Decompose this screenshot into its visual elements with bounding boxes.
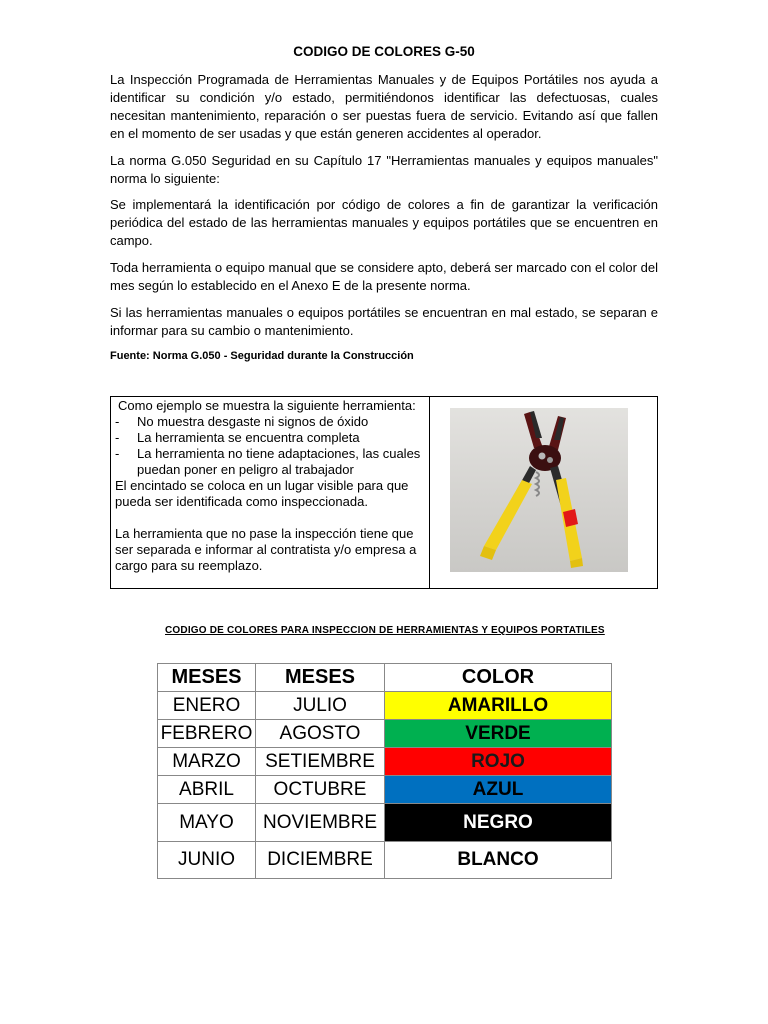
paragraph-apt-tools: Toda herramienta o equipo manual que se considere apto, deberá ser marcado con el color del mes según lo establecido en el Anexo E de la presente norma.	[110, 260, 658, 293]
color-cell-negro: NEGRO	[385, 804, 612, 842]
month-cell: AGOSTO	[256, 720, 385, 748]
tool-photo	[450, 408, 628, 572]
header-months-2: MESES	[256, 664, 385, 692]
header-color: COLOR	[385, 664, 612, 692]
month-cell: NOVIEMBRE	[256, 804, 385, 842]
paragraph-color-code: Se implementará la identificación por código de colores a fin de garantizar la verificación periódica del estado de las herramientas manuales y equipos portátiles que se encuentren en campo.	[110, 197, 658, 248]
month-cell: FEBRERO	[158, 720, 256, 748]
month-cell: ENERO	[158, 692, 256, 720]
month-cell: JUNIO	[158, 842, 256, 879]
source-note: Fuente: Norma G.050 - Seguridad durante la Construcción	[110, 350, 414, 362]
color-table-caption: CODIGO DE COLORES PARA INSPECCION DE HERRAMIENTAS Y EQUIPOS PORTATILES	[165, 625, 605, 636]
month-cell: OCTUBRE	[256, 776, 385, 804]
color-code-table	[157, 663, 612, 879]
paragraph-norma: La norma G.050 Seguridad en su Capítulo 17 "Herramientas manuales y equipos manuales" norma lo siguiente:	[110, 153, 658, 186]
month-cell: JULIO	[256, 692, 385, 720]
example-text-cell	[111, 397, 430, 588]
month-cell: MAYO	[158, 804, 256, 842]
color-cell-amarillo: AMARILLO	[385, 692, 612, 720]
table-row	[158, 842, 612, 879]
example-bullet: - La herramienta se encuentra completa	[115, 430, 425, 446]
color-cell-blanco: BLANCO	[385, 842, 612, 879]
table-row	[158, 776, 612, 804]
color-cell-azul: AZUL	[385, 776, 612, 804]
wire-stripper-illustration	[450, 408, 628, 572]
example-bullet-list	[115, 414, 425, 478]
header-months-1: MESES	[158, 664, 256, 692]
month-cell: MARZO	[158, 748, 256, 776]
color-cell-verde: VERDE	[385, 720, 612, 748]
table-header-row	[158, 664, 612, 692]
tape-note: El encintado se coloca en un lugar visible para que pueda ser identificada como inspeccionada.	[115, 478, 409, 509]
example-bullet: - No muestra desgaste ni signos de óxido	[115, 414, 425, 430]
example-box	[110, 396, 658, 589]
color-cell-rojo: ROJO	[385, 748, 612, 776]
table-row	[158, 804, 612, 842]
example-bullet: - La herramienta no tiene adaptaciones, las cuales puedan poner en peligro al trabajador	[115, 446, 425, 478]
table-row	[158, 692, 612, 720]
table-row	[158, 748, 612, 776]
fail-note: La herramienta que no pase la inspección tiene que ser separada e informar al contratista y/o empresa a cargo para su reemplazo.	[115, 526, 417, 573]
table-row	[158, 720, 612, 748]
month-cell: DICIEMBRE	[256, 842, 385, 879]
paragraph-bad-state: Si las herramientas manuales o equipos portátiles se encuentran en mal estado, se separan e informar para su cambio o mantenimiento.	[110, 305, 658, 338]
example-intro: Como ejemplo se muestra la siguiente herramienta:	[118, 398, 416, 413]
month-cell: ABRIL	[158, 776, 256, 804]
document-title: CODIGO DE COLORES G-50	[293, 44, 475, 59]
paragraph-inspection: La Inspección Programada de Herramientas Manuales y de Equipos Portátiles nos ayuda a identificar su condición y/o estado, permitiéndonos identificar las defectuosas, cuales necesitan mantenimiento, reparación o ser puestas fuera de servicio. Evitando así que fallen en el momento de ser usadas y que están generen accidentes al operador.	[110, 72, 658, 141]
month-cell: SETIEMBRE	[256, 748, 385, 776]
